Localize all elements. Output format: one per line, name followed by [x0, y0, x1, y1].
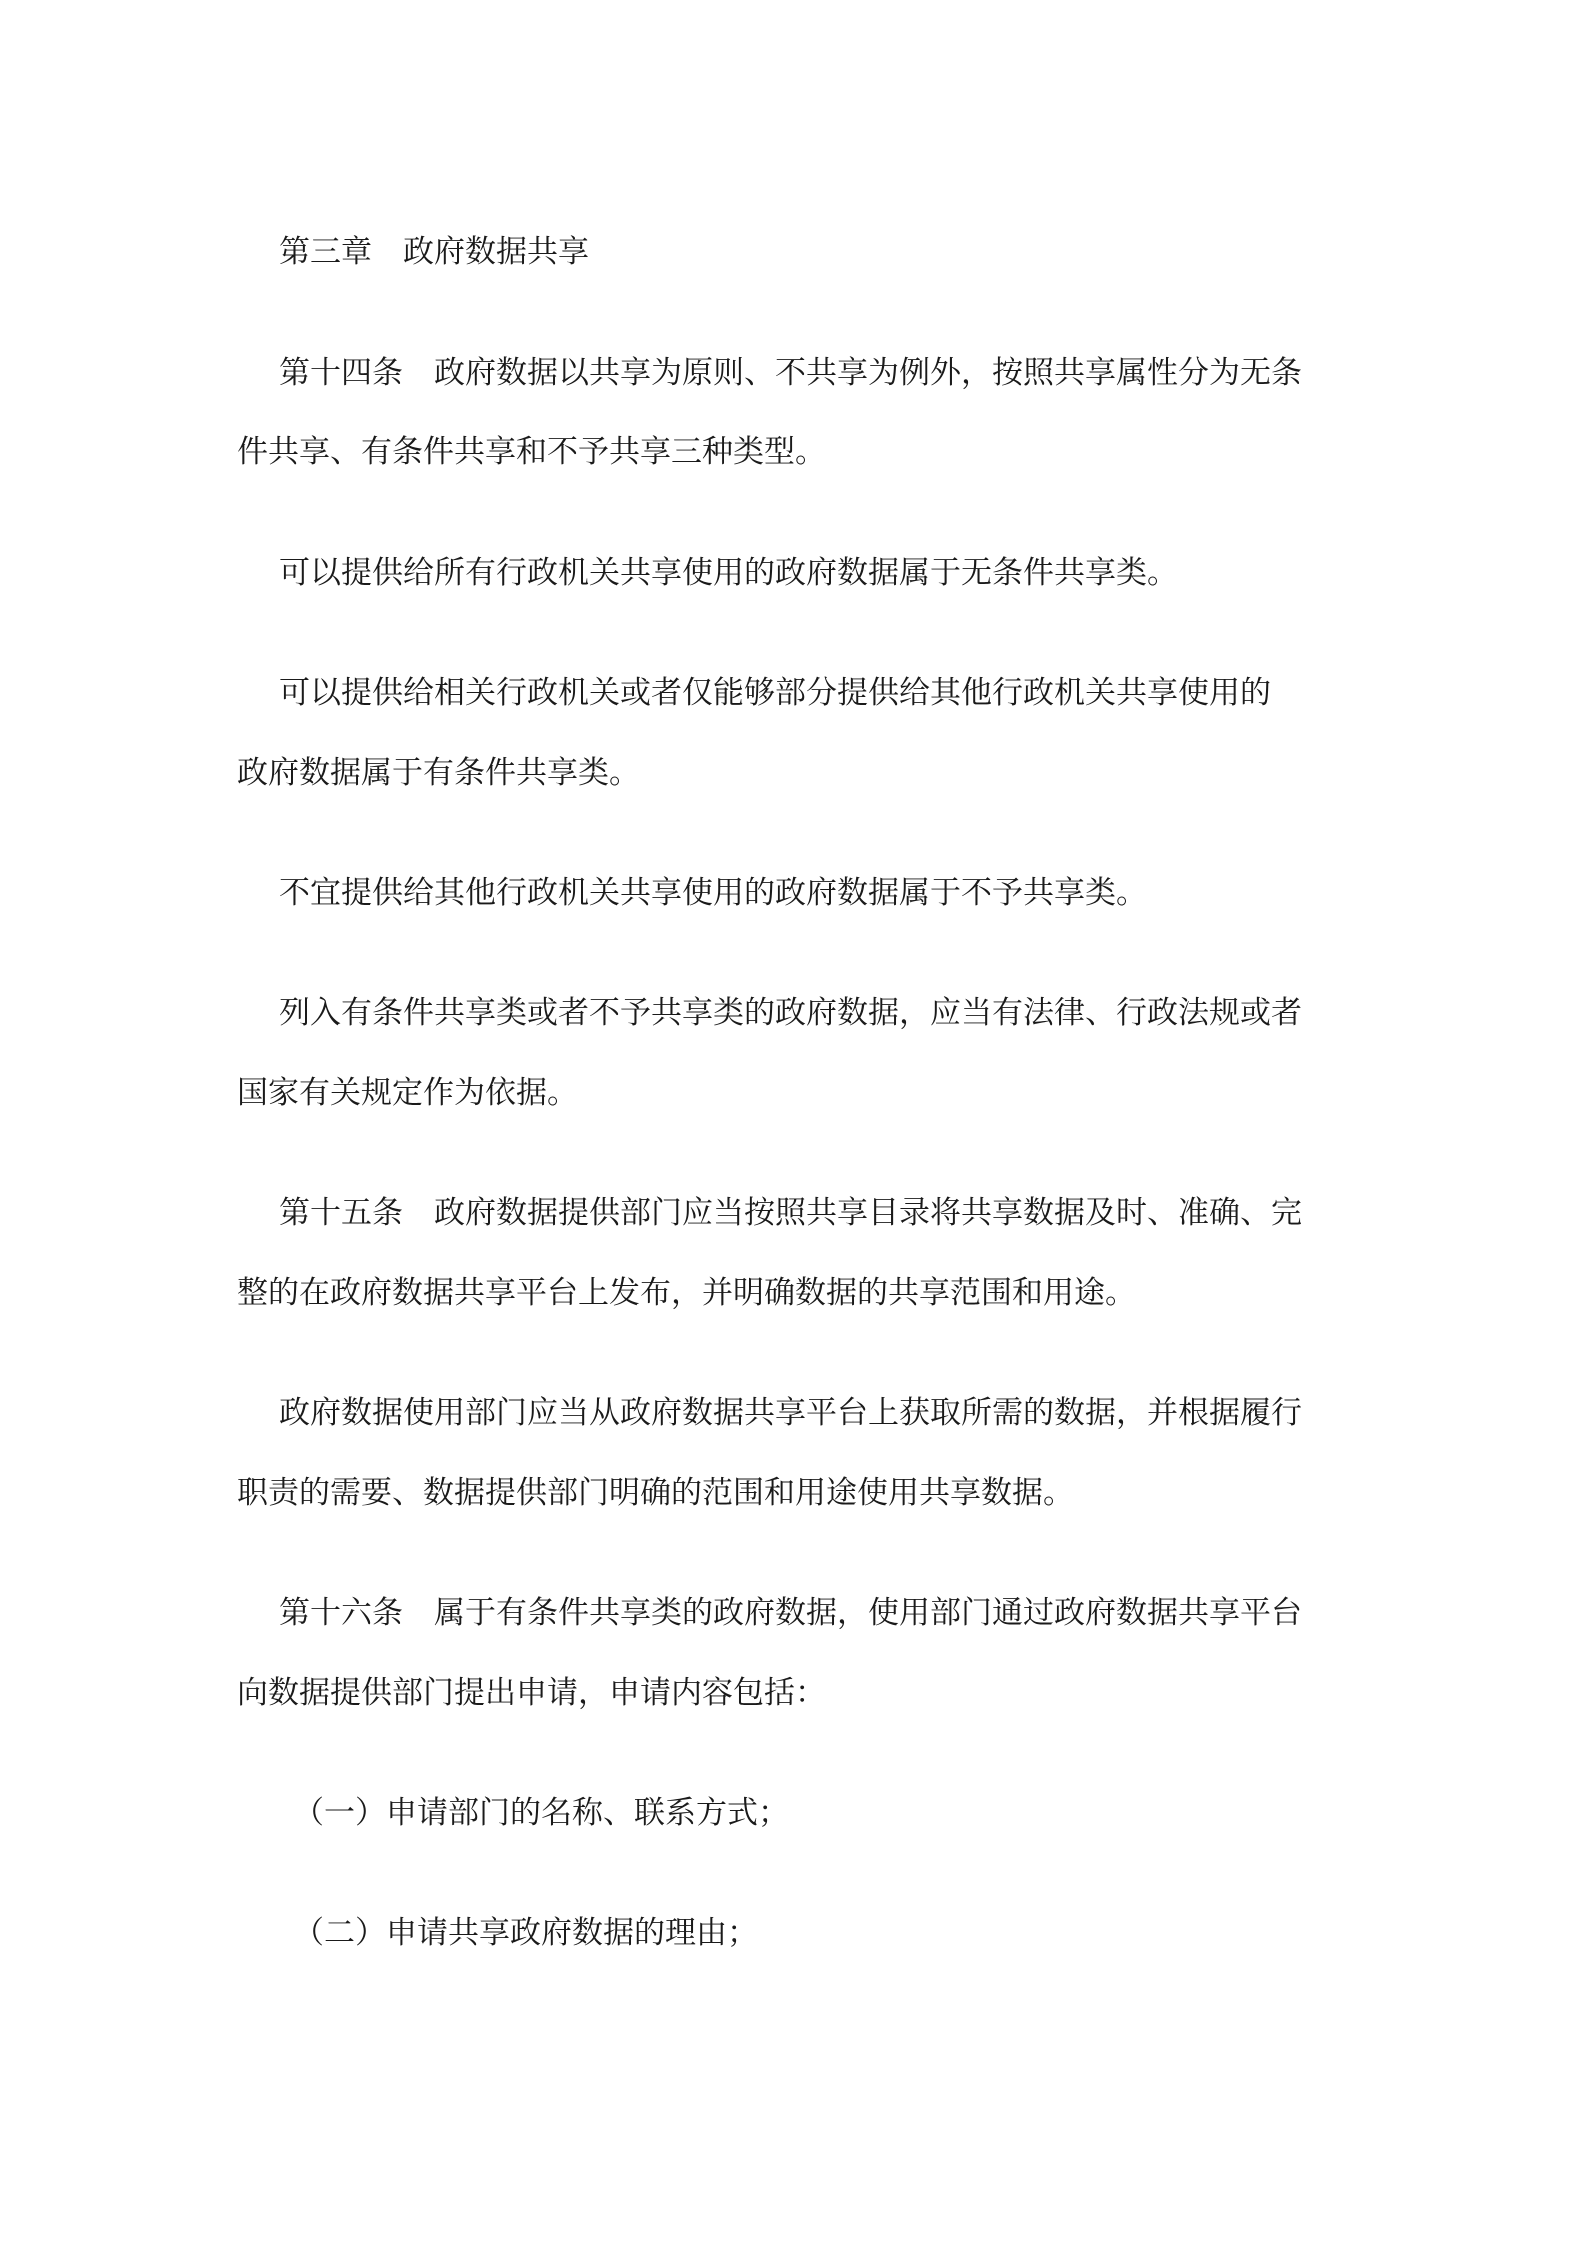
- list-item-2: （二）申请共享政府数据的理由；: [293, 1915, 758, 1951]
- paragraph-usage-line-2: 职责的需要、数据提供部门明确的范围和用途使用共享数据。: [237, 1475, 1074, 1511]
- paragraph-usage-line-1: 政府数据使用部门应当从政府数据共享平台上获取所需的数据，并根据履行: [279, 1395, 1302, 1431]
- paragraph-conditional-line-2: 政府数据属于有条件共享类。: [237, 755, 640, 791]
- list-item-1: （一）申请部门的名称、联系方式；: [293, 1795, 789, 1831]
- paragraph-no-share: 不宜提供给其他行政机关共享使用的政府数据属于不予共享类。: [279, 875, 1147, 911]
- paragraph-unconditional: 可以提供给所有行政机关共享使用的政府数据属于无条件共享类。: [279, 555, 1178, 591]
- article-15-line-2: 整的在政府数据共享平台上发布，并明确数据的共享范围和用途。: [237, 1275, 1136, 1311]
- article-16-line-1: 第十六条 属于有条件共享类的政府数据，使用部门通过政府数据共享平台: [279, 1595, 1302, 1631]
- article-14-line-2: 件共享、有条件共享和不予共享三种类型。: [237, 434, 826, 470]
- article-16-line-2: 向数据提供部门提出申请，申请内容包括：: [237, 1675, 826, 1711]
- article-15-line-1: 第十五条 政府数据提供部门应当按照共享目录将共享数据及时、准确、完: [279, 1195, 1302, 1231]
- paragraph-conditional-line-1: 可以提供给相关行政机关或者仅能够部分提供给其他行政机关共享使用的: [279, 675, 1271, 711]
- article-14-line-1: 第十四条 政府数据以共享为原则、不共享为例外，按照共享属性分为无条: [279, 355, 1302, 391]
- chapter-heading: 第三章 政府数据共享: [279, 234, 589, 270]
- paragraph-basis-line-2: 国家有关规定作为依据。: [237, 1075, 578, 1111]
- paragraph-basis-line-1: 列入有条件共享类或者不予共享类的政府数据，应当有法律、行政法规或者: [279, 995, 1302, 1031]
